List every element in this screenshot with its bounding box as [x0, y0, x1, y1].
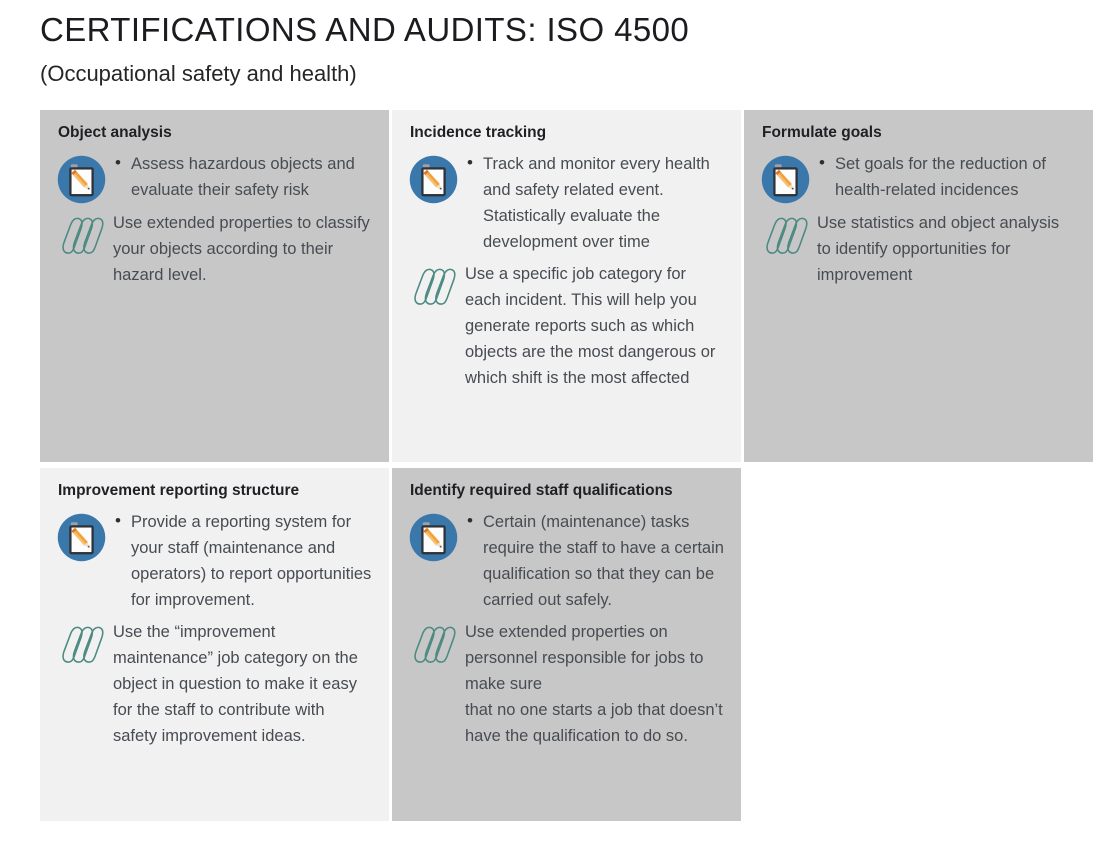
- list-item-text: Certain (maintenance) tasks require the staff to have a certain qualification so that they can be: [483, 512, 724, 583]
- card-tip-body: [464, 261, 725, 391]
- clipboard-pencil-icon: [402, 151, 464, 204]
- tip-text: Use the “improvement maintenance” job category on the object in question to make it easy for the staff to contribute with safety improvement ideas.: [113, 622, 358, 746]
- card-tip-entry: [754, 210, 1077, 288]
- clipboard-pencil-icon: [50, 509, 112, 562]
- list-item: • Provide a reporting system for your staff (maintenance and operators) to report opportunities for improvement.: [131, 509, 373, 613]
- page-subtitle: (Occupational safety and health): [40, 61, 357, 87]
- card-grid: [40, 110, 1093, 821]
- card-title: Object analysis: [58, 124, 172, 141]
- card-bullet-entry: [402, 509, 725, 613]
- scribble-loops-icon: [402, 619, 464, 667]
- list-item: • Assess hazardous objects and evaluate their safety risk: [131, 151, 373, 203]
- scribble-loops-icon: [50, 210, 112, 258]
- card-tip-body: [112, 210, 373, 288]
- list-item: [483, 509, 725, 613]
- clipboard-pencil-icon: [402, 509, 464, 562]
- card-tip-body: [816, 210, 1077, 288]
- card-tip-entry: [50, 619, 373, 749]
- card-bullet-entry: [50, 151, 373, 204]
- bullet-list: [816, 151, 1077, 203]
- card-bullet-body: [464, 151, 725, 255]
- clipboard-pencil-icon: [50, 151, 112, 204]
- tip-text: [464, 619, 725, 749]
- bullet-list: [112, 509, 373, 613]
- card-identify-required-staff-qualifications[interactable]: [392, 468, 741, 821]
- card-title: Improvement reporting structure: [58, 482, 300, 499]
- bullet-list: [112, 151, 373, 203]
- card-formulate-goals[interactable]: [744, 110, 1093, 462]
- card-bullet-body: [112, 151, 373, 203]
- card-title: Incidence tracking: [410, 124, 547, 141]
- card-row-bottom: [40, 468, 1093, 821]
- card-title: Formulate goals: [762, 124, 882, 141]
- card-bullet-entry: [754, 151, 1077, 204]
- card-improvement-reporting-structure[interactable]: [40, 468, 389, 821]
- bullet-list: [464, 509, 725, 613]
- scribble-loops-icon: [402, 261, 464, 309]
- scribble-loops-icon: [754, 210, 816, 258]
- card-empty-slot: [744, 468, 1093, 821]
- card-tip-body: [112, 619, 373, 749]
- clipboard-pencil-icon: [754, 151, 816, 204]
- card-tip-entry: [50, 210, 373, 288]
- card-tip-entry: [402, 619, 725, 749]
- bullet-list: [464, 151, 725, 255]
- card-bullet-body: [464, 509, 725, 613]
- page-title: CERTIFICATIONS AND AUDITS: ISO 4500: [40, 11, 690, 48]
- card-tip-entry: [402, 261, 725, 391]
- scribble-loops-icon: [50, 619, 112, 667]
- tip-text: Use statistics and object analysis to identify opportunities for improvement: [817, 213, 1060, 284]
- tip-text-continued: that no one starts a job that doesn’t have the qualification to do so.: [465, 701, 723, 746]
- list-item: • Track and monitor every health and safety related event. Statistically evaluate the development over time: [483, 151, 725, 255]
- card-bullet-body: [112, 509, 373, 613]
- card-object-analysis[interactable]: [40, 110, 389, 462]
- list-item: • Set goals for the reduction of health-related incidences: [835, 151, 1077, 203]
- card-bullet-body: [816, 151, 1077, 203]
- card-row-top: [40, 110, 1093, 462]
- tip-text-main: Use extended properties on personnel responsible for jobs to make sure: [465, 622, 704, 693]
- card-bullet-entry: [50, 509, 373, 613]
- card-incidence-tracking[interactable]: [392, 110, 741, 462]
- card-bullet-entry: [402, 151, 725, 255]
- tip-text: Use extended properties to classify your objects according to their hazard level.: [113, 213, 370, 284]
- card-tip-body: [464, 619, 725, 749]
- card-title: Identify required staff qualifications: [410, 482, 673, 499]
- tip-text: Use a specific job category for each incident. This will help you generate reports such as which objects are the most dangerous or which shift is the most affected: [465, 264, 716, 388]
- list-item-text-continued: carried out safely.: [483, 590, 613, 609]
- page-header: [40, 0, 1100, 88]
